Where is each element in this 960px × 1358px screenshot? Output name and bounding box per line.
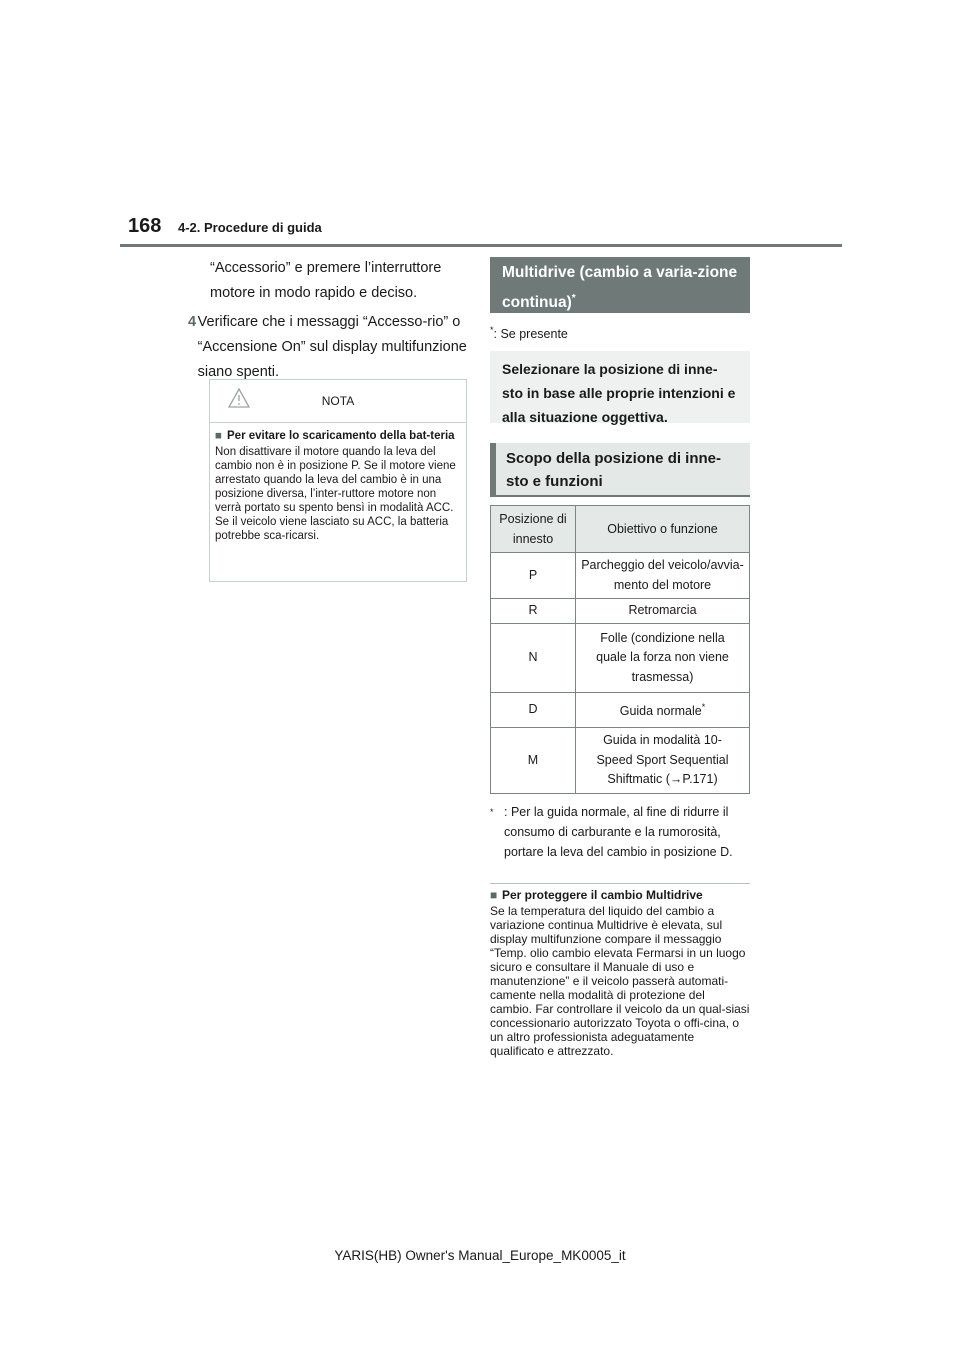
note-heading: [215, 429, 458, 443]
table-row: [491, 599, 750, 624]
info-heading-text: Per proteggere il cambio Multidrive: [502, 888, 703, 903]
table-cell-position: P: [491, 553, 576, 599]
square-bullet-icon: ■: [490, 888, 498, 903]
note-box: [209, 379, 467, 582]
asterisk-mark: *: [490, 325, 494, 335]
warning-triangle-icon: [228, 388, 250, 413]
footnote: [490, 325, 750, 341]
table-cell-function: Guida in modalità 10-Speed Sport Sequential Shiftmatic (→P.171): [576, 728, 750, 794]
asterisk-mark: *: [490, 807, 494, 818]
table-footnote-text: : Per la guida normale, al fine di ridurre il consumo di carburante e la rumorosità, portare la leva del cambio in posizione D.: [504, 805, 733, 860]
table-cell-position: D: [491, 693, 576, 728]
table-cell-function: Retromarcia: [576, 599, 750, 624]
info-rule: [490, 883, 750, 884]
step-number: 4: [188, 314, 197, 330]
table-row: [491, 624, 750, 693]
right-column: [490, 257, 750, 1058]
section-header: 4-2. Procedure di guida: [178, 220, 322, 235]
table-row: [491, 693, 750, 728]
footnote-text: : Se presente: [493, 327, 568, 342]
intro-box: Selezionare la posizione di inne-sto in base alle proprie intenzioni e alla situazione oggettiva.: [490, 351, 750, 423]
note-heading-text: Per evitare lo scaricamento della bat-teria: [227, 430, 455, 442]
note-text: Non disattivare il motore quando la leva del cambio non è in posizione P. Se il motore viene arrestato quando la leva del cambio è in una posizione diversa, l’inter-ruttore motore non verrà portato su spento bensì in modalità ACC. Se il veicolo viene lasciato su ACC, la batteria potrebbe sca-ricarsi.: [215, 446, 456, 542]
table-cell-position: N: [491, 624, 576, 693]
table-row: [491, 728, 750, 794]
page-number: 168: [128, 215, 162, 237]
section-title: [490, 257, 750, 313]
table-cell-text: Guida normale: [619, 704, 702, 719]
subsection-rule: [490, 495, 750, 497]
subsection-title: Scopo della posizione di inne-sto e funzioni: [490, 443, 750, 495]
square-bullet-icon: ■: [215, 430, 222, 442]
table-cell-function: Folle (condizione nella quale la forza non viene trasmessa): [576, 624, 750, 693]
left-column: [188, 256, 470, 385]
table-row: [491, 553, 750, 599]
table-cell-function: [576, 693, 750, 728]
table-header-cell: Obiettivo o funzione: [576, 506, 750, 553]
step-text: Verificare che i messaggi “Accesso-rio” o “Accensione On” sul display multifunzione siano spenti.: [197, 314, 467, 380]
table-header-cell: Posizione di innesto: [491, 506, 576, 553]
table-cell-function: Parcheggio del veicolo/avvia-mento del motore: [576, 553, 750, 599]
header-rule: [120, 244, 842, 247]
note-label: NOTA: [321, 394, 355, 408]
table-footnote: [490, 802, 750, 862]
table-header-row: [491, 506, 750, 553]
step-4: [188, 310, 470, 385]
continued-step-text: “Accessorio” e premere l’interruttore motore in modo rapido e deciso.: [210, 260, 442, 301]
gear-positions-table: [490, 505, 750, 794]
asterisk-mark: *: [701, 702, 706, 713]
info-heading: [490, 888, 750, 902]
section-title-text: Multidrive (cambio a varia-zione continua): [502, 264, 738, 312]
table-cell-position: M: [491, 728, 576, 794]
info-text: Se la temperatura del liquido del cambio a variazione continua Multidrive è elevata, sul display multifunzione compare il messaggio “Temp. olio cambio elevata Fermarsi in un luogo sicuro e consultare il Manuale di uso e manutenzione” e il veicolo passerà automati-camente nella modalità di protezione del cambio. Far controllare il veicolo da un qual-siasi concessionario autorizzato Toyota o offi-cina, o un altro professionista adeguatamente qualificato e attrezzato.: [490, 904, 750, 1059]
asterisk-mark: *: [571, 293, 576, 304]
page-footer: YARIS(HB) Owner's Manual_Europe_MK0005_it: [334, 1248, 626, 1263]
table-cell-position: R: [491, 599, 576, 624]
note-header: [210, 380, 466, 423]
